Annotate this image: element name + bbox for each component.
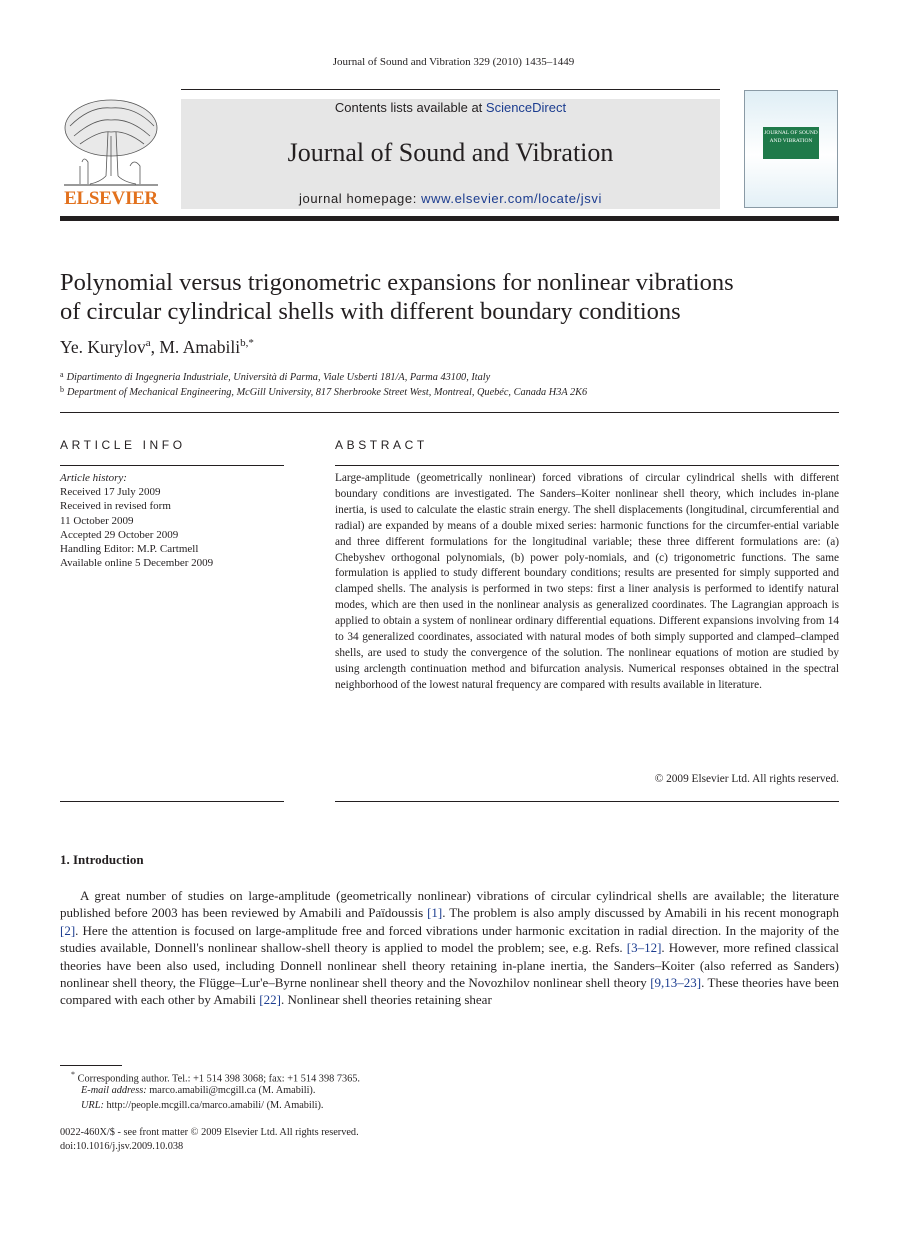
cover-title-panel <box>763 127 819 159</box>
footnote-text: Corresponding author. Tel.: +1 514 398 3068; fax: +1 514 398 7365. <box>77 1073 360 1085</box>
author-name: M. Amabili <box>159 337 241 357</box>
text-run: . The problem is also amply discussed by Amabili in his recent monograph <box>442 905 839 921</box>
url-label: URL: <box>81 1100 104 1111</box>
section-heading-introduction: 1. Introduction <box>60 852 144 867</box>
affiliation-text: Department of Mechanical Engineering, McGill University, 817 Sherbrooke Street West, Montreal, Quebéc, Canada H3A 2K6 <box>67 387 588 398</box>
text-run: . However, more refined classical theories have been also used, including Donnell nonlinear shell theory retaining in-plane inertia, the Sanders–Koiter (also referred as Sanders) nonlinear shell theory, the Flügge–Lur'e–Byrne nonlinear shell theory and the Novozhilov nonlinear shell theory <box>60 940 839 991</box>
history-label: Article history: <box>60 472 127 484</box>
journal-homepage <box>181 191 720 206</box>
homepage-link[interactable]: www.elsevier.com/locate/jsvi <box>421 191 602 206</box>
affiliation-text: Dipartimento di Ingegneria Industriale, Università di Parma, Viale Usberti 181/A, Parma 43100, Italy <box>66 372 491 383</box>
author-url[interactable]: http://people.mcgill.ca/marco.amabili/ (M. Amabili). <box>103 1100 324 1111</box>
doi: doi:10.1016/j.jsv.2009.10.038 <box>60 1141 184 1152</box>
abstract-divider <box>335 801 839 802</box>
abstract-heading: ABSTRACT <box>335 438 428 452</box>
front-matter-note: 0022-460X/$ - see front matter © 2009 Elsevier Ltd. All rights reserved. <box>60 1127 359 1138</box>
citation-link[interactable]: [3–12] <box>626 940 662 956</box>
citation-link[interactable]: [9,13–23] <box>650 975 702 991</box>
affiliation-mark: b <box>60 385 64 394</box>
url-note <box>81 1100 324 1111</box>
affiliation <box>60 385 587 398</box>
email-address[interactable]: marco.amabili@mcgill.ca (M. Amabili). <box>146 1085 316 1096</box>
corresponding-author-note <box>71 1070 360 1084</box>
tree-icon <box>60 96 162 188</box>
header-divider <box>181 89 720 90</box>
cover-title: JOURNAL OF SOUND AND VIBRATION <box>764 130 818 144</box>
email-label: E-mail address: <box>81 1085 147 1096</box>
paper-title <box>60 268 840 326</box>
citation-link[interactable]: [2] <box>60 922 76 938</box>
citation-link[interactable]: [22] <box>259 992 281 1008</box>
abstract-text: Large-amplitude (geometrically nonlinear) forced vibrations of circular cylindrical shells with different boundary conditions are investigated. The Sanders–Koiter nonlinear shell theory, which includes in-plane inertia, is used to calculate the elastic strain energy. The shell displacements (longitudinal, circumferential and radial) are expanded by means of a double mixed series: harmonic functions for the circumfer-ential variable and three different formulations for the longitudinal variable; these three different formulations are: (a) Chebyshev orthogonal polynomials, (b) power poly-nomials, and (c) trigonometric functions. The same formulation is applied to study different boundary conditions; results are presented for simply supported and clamped shells. The analysis is performed in two steps: first a liner analysis is performed to identify natural modes, which are then used in the nonlinear analysis as generalized coordinates. The Lagrangian approach is applied to obtain a system of nonlinear ordinary differential equations. Different expansions involving from 14 to 34 generalized coordinates, associated with natural modes of both simply supported and clamped–clamped shells, are used to study the convergence of the solution. The nonlinear equations of motion are studied by using arclength continuation method and bifurcation analysis. Numerical responses obtained in the spectral neighborhood of the lowest natural frequency are compared with results available in literature. <box>335 472 839 691</box>
contents-availability <box>181 100 720 115</box>
journal-citation: Journal of Sound and Vibration 329 (2010) 1435–1449 <box>332 56 575 68</box>
article-info-heading: ARTICLE INFO <box>60 438 186 452</box>
header-thick-divider <box>60 216 839 221</box>
article-history <box>60 471 290 570</box>
introduction-paragraph <box>60 887 839 1009</box>
text-run: . These theories have been compared with each other by Amabili <box>60 975 839 1008</box>
info-divider <box>60 801 284 802</box>
section-divider <box>60 412 839 413</box>
text-run: . Here the attention is focused on large-amplitude free and forced vibrations under harmonic excitation in radial direction. In the majority of the studies available, Donnell's nonlinear shallow-shell theory is applied to model the problem; see, e.g. Refs. <box>60 922 839 956</box>
email-note <box>81 1085 315 1096</box>
history-item: Received in revised form <box>60 500 171 513</box>
text-run: . Nonlinear shell theories retaining shear <box>280 992 492 1008</box>
author-name: Ye. Kurylov <box>60 337 146 357</box>
homepage-prefix: journal homepage: <box>299 191 422 206</box>
title-line-1: Polynomial versus trigonometric expansions for nonlinear vibrations <box>60 269 734 296</box>
title-line-2: of circular cylindrical shells with different boundary conditions <box>60 298 681 325</box>
affiliation-mark: a <box>60 370 64 379</box>
author-list <box>60 337 254 358</box>
footnote-mark: * <box>71 1070 75 1079</box>
journal-cover-thumbnail <box>744 90 838 208</box>
history-item: Accepted 29 October 2009 <box>60 528 179 541</box>
author-affiliation-mark: b,* <box>240 337 254 350</box>
elsevier-logo-text: ELSEVIER <box>64 188 158 209</box>
affiliation <box>60 370 490 383</box>
author-affiliation-mark: a <box>145 337 151 350</box>
journal-name: Journal of Sound and Vibration <box>287 138 614 167</box>
contents-prefix: Contents lists available at <box>334 100 486 115</box>
history-item: Received 17 July 2009 <box>60 486 161 499</box>
citation-link[interactable]: [1] <box>427 905 443 921</box>
sciencedirect-link[interactable]: ScienceDirect <box>485 100 567 115</box>
abstract-copyright: © 2009 Elsevier Ltd. All rights reserved. <box>654 773 839 785</box>
author-separator: , <box>150 337 160 357</box>
history-item: 11 October 2009 <box>60 514 134 527</box>
info-divider <box>60 465 284 466</box>
footnote-divider <box>60 1065 122 1066</box>
text-run: A great number of studies on large-amplitude (geometrically nonlinear) vibrations of circular cylindrical shells are available; the literature published before 2003 has been reviewed by Amabili and Païdoussis <box>60 888 839 921</box>
history-item: Handling Editor: M.P. Cartmell <box>60 543 199 556</box>
abstract-divider <box>335 465 839 466</box>
history-item: Available online 5 December 2009 <box>60 557 214 570</box>
